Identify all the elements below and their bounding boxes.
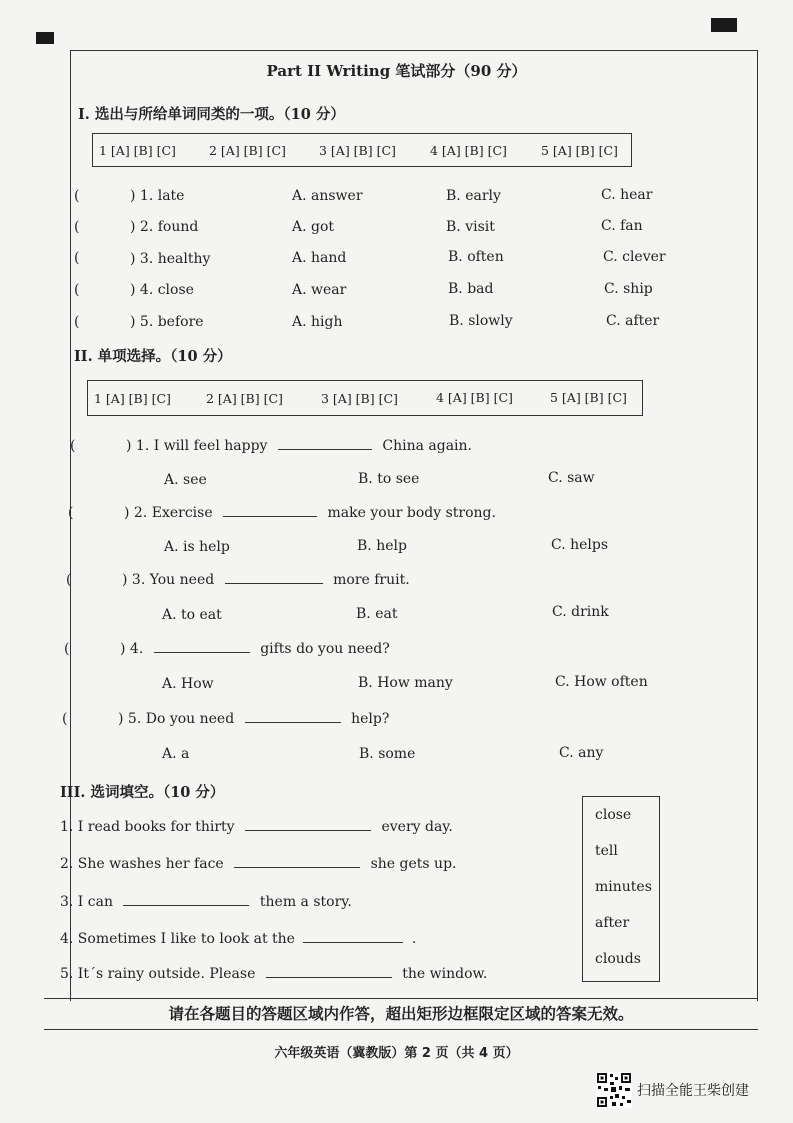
word-bank-item: close — [595, 807, 632, 823]
sheet-item: 1 [A] [B] [C] — [99, 143, 176, 158]
sentence-after: she gets up. — [370, 856, 457, 872]
word-bank-item: minutes — [595, 879, 652, 895]
option-b: B. How many — [358, 675, 453, 691]
word-bank-item: clouds — [595, 951, 641, 967]
sentence-before: 4. Sometimes I like to look at the — [60, 931, 295, 947]
option-a: A. high — [292, 314, 343, 330]
question-stem — [124, 505, 496, 521]
bracket: ( — [66, 572, 72, 588]
option-c: C. clever — [603, 249, 666, 265]
answer-blank[interactable] — [123, 905, 249, 906]
bracket: ( — [74, 188, 80, 204]
fill-sentence — [60, 894, 352, 910]
answer-sheet-1 — [92, 133, 632, 167]
option-a: A. wear — [292, 282, 347, 298]
sheet-item: 2 [A] [B] [C] — [206, 391, 283, 406]
question-stem — [118, 711, 389, 727]
sentence-after: them a story. — [259, 894, 352, 910]
question-stem — [126, 438, 472, 454]
section-1-heading: I. 选出与所给单词同类的一项。（10 分） — [78, 106, 345, 123]
option-b: B. slowly — [449, 313, 513, 329]
answer-blank[interactable] — [245, 830, 371, 831]
page-footer: 六年级英语（冀教版）第 2 页（共 4 页） — [274, 1046, 519, 1061]
answer-blank[interactable] — [266, 977, 392, 978]
page-title: Part II Writing 笔试部分（90 分） — [266, 62, 527, 80]
option-c: C. fan — [601, 218, 643, 234]
fill-sentence — [60, 966, 487, 982]
sentence-after: the window. — [402, 966, 488, 982]
option-c: C. any — [559, 745, 604, 761]
answer-blank[interactable] — [223, 516, 317, 517]
qr-code-icon — [596, 1072, 632, 1108]
stem-before: ) 5. Do you need — [118, 711, 235, 727]
stem-after: China again. — [382, 438, 472, 454]
question-word: ) 1. late — [130, 188, 185, 204]
option-b: B. eat — [356, 606, 398, 622]
option-a: A. got — [292, 219, 335, 235]
question-word: ) 4. close — [130, 282, 194, 298]
option-a: A. is help — [164, 539, 230, 555]
option-a: A. answer — [292, 188, 363, 204]
option-a: A. to eat — [162, 607, 222, 623]
option-c: C. after — [606, 313, 660, 329]
word-bank-item: tell — [595, 843, 618, 859]
option-b: B. visit — [446, 219, 495, 235]
sentence-before: 3. I can — [60, 894, 113, 910]
section-3-heading: III. 选词填空。（10 分） — [60, 784, 225, 801]
option-b: B. early — [446, 188, 501, 204]
sheet-item: 4 [A] [B] [C] — [430, 143, 507, 158]
sheet-item: 4 [A] [B] [C] — [436, 390, 513, 405]
question-stem — [120, 641, 390, 657]
option-c: C. hear — [601, 187, 653, 203]
scanner-watermark: 扫描全能王柴创建 — [637, 1083, 749, 1099]
fill-sentence — [60, 931, 416, 947]
word-bank-item: after — [595, 915, 630, 931]
answer-blank[interactable] — [278, 449, 372, 450]
bracket: ( — [74, 282, 80, 298]
sentence-before: 1. I read books for thirty — [60, 819, 235, 835]
option-a: A. see — [164, 472, 207, 488]
stem-after: make your body strong. — [327, 505, 496, 521]
sheet-item: 1 [A] [B] [C] — [94, 391, 171, 406]
bracket: ( — [70, 438, 76, 454]
stem-before: ) 1. I will feel happy — [126, 438, 268, 454]
option-c: C. saw — [548, 470, 595, 486]
option-a: A. How — [162, 676, 214, 692]
option-c: C. How often — [555, 674, 648, 690]
answer-sheet-2 — [87, 380, 643, 416]
sheet-item: 3 [A] [B] [C] — [319, 143, 396, 158]
bracket: ( — [74, 219, 80, 235]
answer-blank[interactable] — [245, 722, 341, 723]
section-2-heading: II. 单项选择。（10 分） — [74, 348, 232, 365]
word-bank — [582, 796, 660, 982]
option-b: B. bad — [448, 281, 494, 297]
option-a: A. a — [162, 746, 190, 762]
sentence-before: 5. It´s rainy outside. Please — [60, 966, 256, 982]
sentence-before: 2. She washes her face — [60, 856, 224, 872]
option-b: B. some — [359, 746, 416, 762]
question-word: ) 3. healthy — [130, 251, 211, 267]
bracket: ( — [68, 505, 74, 521]
sentence-after: every day. — [381, 819, 453, 835]
answer-blank[interactable] — [303, 942, 403, 943]
stem-after: gifts do you need? — [260, 641, 390, 657]
stem-before: ) 3. You need — [122, 572, 215, 588]
stem-before: ) 4. — [120, 641, 144, 657]
option-b: B. often — [448, 249, 504, 265]
option-c: C. drink — [552, 604, 609, 620]
answer-area-notice: 请在各题目的答题区域内作答，超出矩形边框限定区域的答案无效。 — [44, 998, 758, 1030]
sheet-item: 5 [A] [B] [C] — [541, 143, 618, 158]
fill-sentence — [60, 856, 456, 872]
bracket: ( — [74, 250, 80, 266]
answer-blank[interactable] — [154, 652, 250, 653]
sheet-item: 5 [A] [B] [C] — [550, 390, 627, 405]
sheet-item: 2 [A] [B] [C] — [209, 143, 286, 158]
sentence-after: . — [411, 931, 417, 947]
registration-mark-left — [36, 32, 54, 44]
answer-blank[interactable] — [234, 867, 360, 868]
question-word: ) 2. found — [130, 219, 199, 235]
stem-after: more fruit. — [333, 572, 410, 588]
question-stem — [122, 572, 410, 588]
bracket: ( — [74, 314, 80, 330]
registration-mark-right — [711, 18, 737, 32]
fill-sentence — [60, 819, 453, 835]
option-c: C. helps — [551, 537, 609, 553]
option-b: B. to see — [358, 471, 420, 487]
option-b: B. help — [357, 538, 407, 554]
bracket: ( — [64, 641, 70, 657]
sheet-item: 3 [A] [B] [C] — [321, 391, 398, 406]
option-c: C. ship — [604, 281, 653, 297]
answer-blank[interactable] — [225, 583, 323, 584]
stem-after: help? — [351, 711, 390, 727]
option-a: A. hand — [292, 250, 347, 266]
bracket: ( — [62, 711, 68, 727]
question-word: ) 5. before — [130, 314, 204, 330]
stem-before: ) 2. Exercise — [124, 505, 213, 521]
